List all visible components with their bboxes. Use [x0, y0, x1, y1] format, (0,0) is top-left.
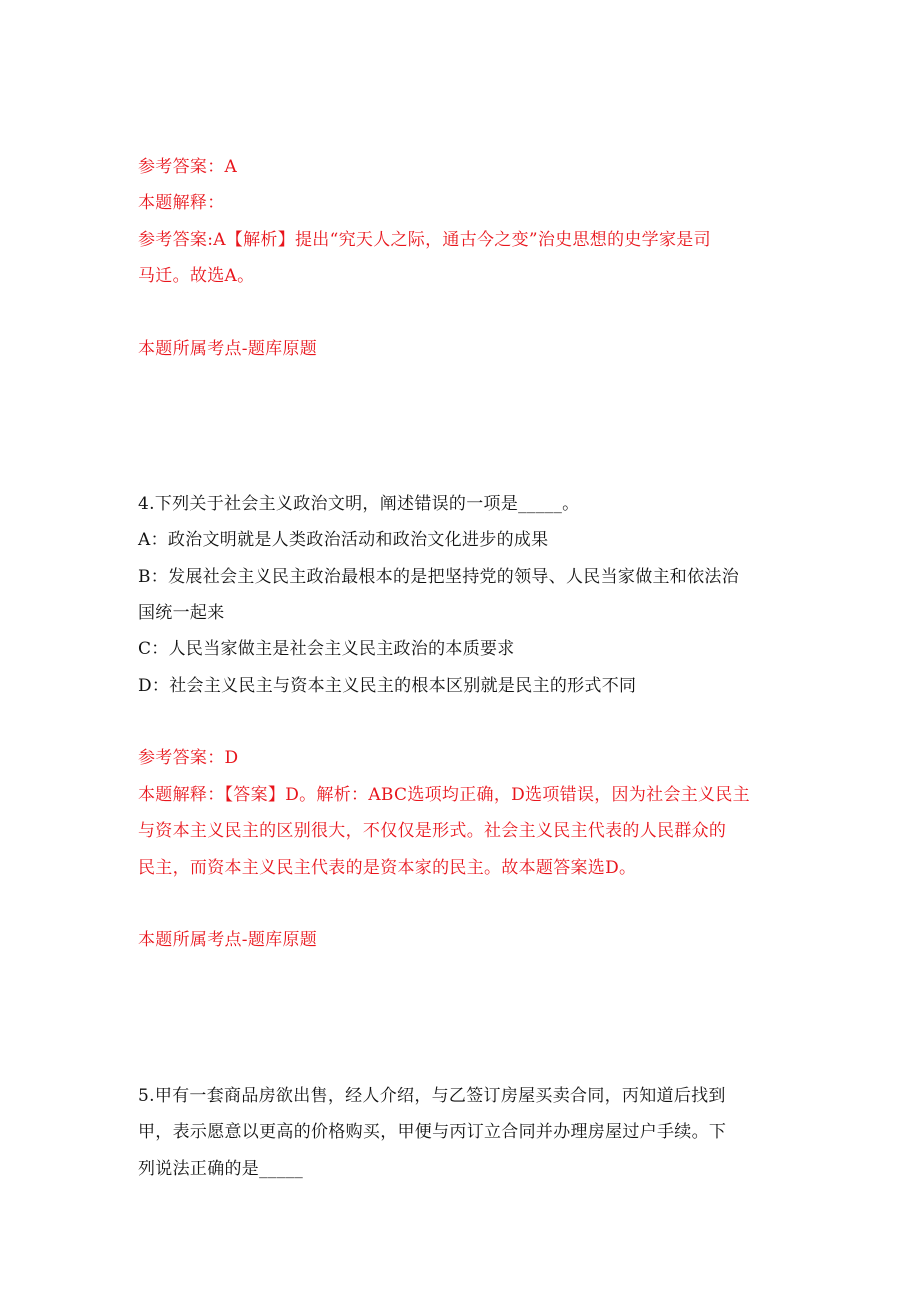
q3-explanation-line-1: 参考答案:A【解析】提出“究天人之际，通古今之变”治史思想的史学家是司 [138, 230, 711, 250]
q4-explanation-line-3: 民主，而资本主义民主代表的是资本家的民主。故本题答案选D。 [138, 858, 637, 878]
q4-option-a: A：政治文明就是人类政治活动和政治文化进步的成果 [138, 530, 549, 550]
q3-explanation-label: 本题解释： [138, 193, 225, 213]
q5-stem-line-3: 列说法正确的是_____ [138, 1159, 304, 1179]
q4-option-b-line-1: B：发展社会主义民主政治最根本的是把坚持党的领导、人民当家做主和依法治 [138, 567, 739, 587]
q3-source: 本题所属考点-题库原题 [138, 339, 318, 359]
q5-stem-line-1: 5.甲有一套商品房欲出售，经人介绍，与乙签订房屋买卖合同，丙知道后找到 [138, 1086, 726, 1106]
q4-explanation-line-1: 本题解释：【答案】D。解析：ABC选项均正确，D选项错误，因为社会主义民主 [138, 785, 750, 805]
q4-option-d: D：社会主义民主与资本主义民主的根本区别就是民主的形式不同 [138, 676, 637, 696]
q4-source: 本题所属考点-题库原题 [138, 930, 318, 950]
q4-stem: 4.下列关于社会主义政治文明，阐述错误的一项是_____。 [138, 494, 580, 514]
q4-answer: 参考答案：D [138, 748, 239, 768]
q4-option-c: C：人民当家做主是社会主义民主政治的本质要求 [138, 639, 515, 659]
q4-option-b-line-2: 国统一起来 [138, 603, 225, 623]
q3-explanation-line-2: 马迁。故选A。 [138, 266, 255, 286]
q5-stem-line-2: 甲，表示愿意以更高的价格购买，甲便与丙订立合同并办理房屋过户手续。下 [138, 1122, 727, 1142]
q3-answer: 参考答案：A [138, 157, 238, 177]
q4-explanation-line-2: 与资本主义民主的区别很大，不仅仅是形式。社会主义民主代表的人民群众的 [138, 821, 727, 841]
